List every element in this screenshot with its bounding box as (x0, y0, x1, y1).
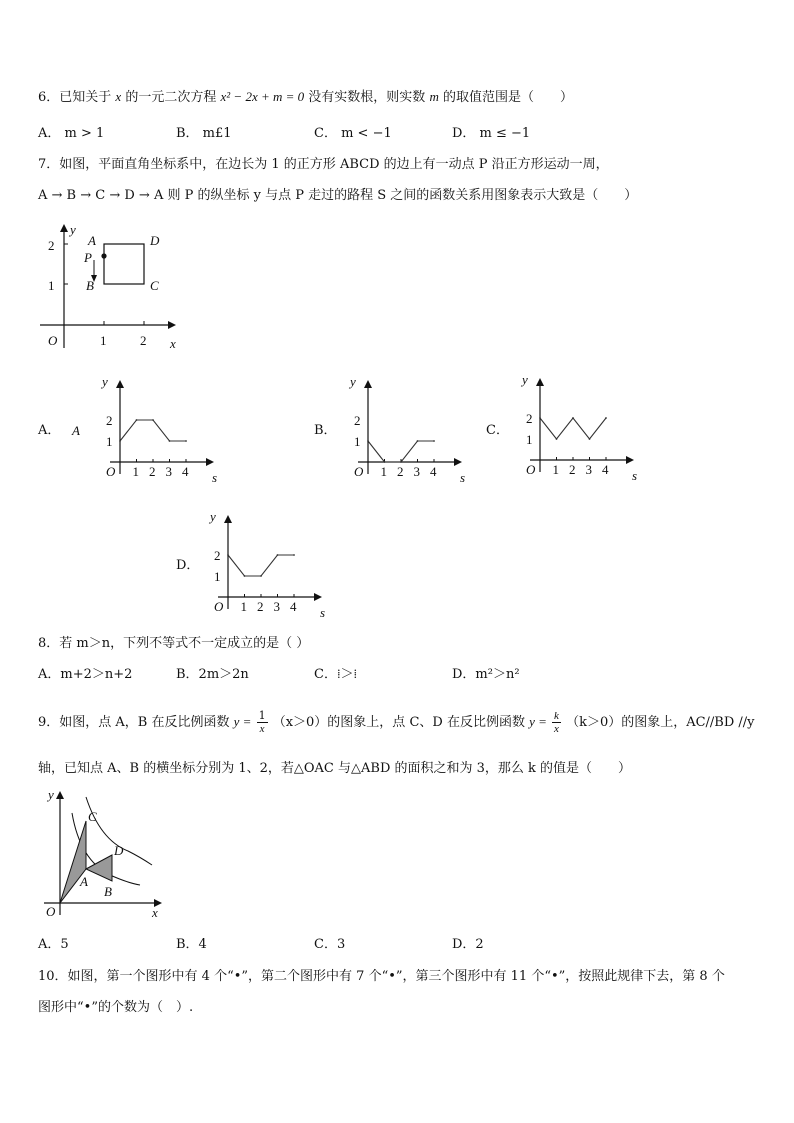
y-axis-arrow (536, 378, 544, 386)
q9-func2-den: x (554, 723, 559, 735)
x-axis-label: s (460, 470, 466, 485)
q7-fig-label-B: B (86, 278, 94, 293)
q7-fig-ytick-2: 2 (48, 238, 55, 253)
q9-func2-lhs: y = (529, 714, 547, 729)
q9-func1-den: x (259, 723, 265, 735)
data-point (605, 417, 607, 419)
x-axis-arrow (626, 456, 634, 464)
q9-text-a: 9．如图，点 A，B 在反比例函数 (38, 715, 230, 730)
data-point (384, 461, 386, 463)
data-point (277, 554, 279, 556)
series-line (368, 441, 434, 462)
q9-fig-D: D (114, 843, 124, 858)
q7-graph-b (340, 370, 475, 490)
x-tick-label: 4 (290, 599, 297, 614)
q7-option-d-label: D． (176, 558, 200, 573)
q9-fig-x: x (152, 905, 158, 920)
q7-fig-origin: O (48, 333, 58, 348)
y-tick-label: 1 (214, 569, 221, 584)
q10-line1: 10．如图，第一个图形中有 4 个“•”，第二个图形中有 7 个“•”，第三个图形中有 11 个“•”，按照此规律下去，第 8 个 (38, 969, 725, 984)
q9-text-b: （x＞0）的图象上，点 C、D 在反比例函数 (272, 715, 525, 730)
data-point (367, 440, 369, 442)
x-tick-label: 3 (585, 462, 592, 477)
q7-square-figure (38, 220, 188, 355)
data-point (185, 440, 187, 442)
y-tick-label: 1 (526, 432, 533, 447)
data-point (293, 554, 295, 556)
x-tick-label: 3 (413, 464, 420, 479)
q9-fig-O: O (46, 904, 56, 919)
q9-func1-lhs: y = (233, 714, 252, 729)
q9-fig-y: y (48, 787, 54, 802)
y-tick-label: 2 (354, 413, 361, 428)
q6-text-d: 的取值范围是（ ） (442, 90, 573, 105)
q6-option-a: A． m > 1 (38, 126, 105, 141)
q9-option-a: A．5 (38, 937, 69, 952)
q8-option-b: B．2m＞2n (176, 667, 249, 682)
x-tick-label: 2 (397, 464, 404, 479)
data-point (433, 440, 435, 442)
q7-fig-y-label: y (70, 222, 76, 237)
q9-option-b: B．4 (176, 937, 207, 952)
q9-option-d: D．2 (452, 937, 484, 952)
y-axis-arrow (364, 380, 372, 388)
data-point (417, 440, 419, 442)
x-tick-label: 3 (165, 464, 172, 479)
q6-stem (38, 88, 573, 107)
q6-option-c: C． m < −1 (314, 126, 392, 141)
q7-graph-d (200, 505, 335, 625)
x-tick-label: 1 (240, 599, 247, 614)
q7-option-c-label: C． (486, 423, 509, 438)
q7-option-a-label: A． (38, 423, 61, 438)
q10-line2: 图形中“•”的个数为（ ）. (38, 1000, 194, 1015)
data-point (572, 417, 574, 419)
q9-stem-line2: 轴，已知点 A、B 的横坐标分别为 1、2，若△OAC 与△ABD 的面积之和为 3，那么 k 的值是（ ） (38, 761, 632, 776)
q8-stem: 8．若 m＞n，下列不等式不一定成立的是（ ） (38, 636, 310, 651)
data-point (227, 554, 229, 556)
q6-text-a: 6．已知关于 (38, 90, 112, 105)
q7-option-b-label: B． (314, 423, 337, 438)
q7-fig-label-D: D (150, 233, 160, 248)
q9-fig-C: C (88, 809, 97, 824)
q8-option-d: D．m²＞n² (452, 667, 520, 682)
data-point (539, 417, 541, 419)
q7-fig-xtick-2: 2 (140, 333, 147, 348)
data-point (244, 575, 246, 577)
q6-text-b: 的一元二次方程 (125, 90, 217, 105)
q7-fig-xtick-1: 1 (100, 333, 107, 348)
q8-option-a: A．m+2＞n+2 (38, 667, 133, 682)
q6-text-c: 没有实数根，则实数 (308, 90, 426, 105)
x-tick-label: 2 (149, 464, 156, 479)
x-tick-label: 3 (273, 599, 280, 614)
origin-label: O (354, 464, 364, 479)
q9-fig-A: A (80, 874, 88, 889)
q7-fig-x-label: x (170, 336, 176, 351)
y-axis-arrow (116, 380, 124, 388)
q9-figure (40, 785, 170, 920)
origin-label: O (214, 599, 224, 614)
x-axis-label: s (632, 468, 638, 483)
q6-var-m: m (429, 89, 439, 104)
x-axis-arrow (454, 458, 462, 466)
x-axis-arrow (206, 458, 214, 466)
data-point (556, 438, 558, 440)
y-tick-label: 1 (354, 434, 361, 449)
q9-text-c: （k＞0）的图象上，AC//BD //y (566, 715, 755, 730)
q9-stem-line1 (38, 710, 755, 735)
series-line (228, 555, 294, 576)
x-tick-label: 4 (182, 464, 189, 479)
q7-fig-label-C: C (150, 278, 159, 293)
y-tick-label: 2 (106, 413, 113, 428)
x-axis-label: s (212, 470, 218, 485)
y-axis-label: y (522, 372, 528, 387)
q6-option-b: B． m£1 (176, 126, 232, 141)
q9-func1-fraction (257, 710, 268, 735)
q7-graph-a (92, 370, 227, 490)
q9-option-c: C．3 (314, 937, 346, 952)
q6-option-d: D． m ≤ −1 (452, 126, 531, 141)
q7-option-a-extra: A (72, 423, 80, 438)
q8-option-c: C．⁞＞⁞ (314, 667, 358, 682)
origin-label: O (106, 464, 116, 479)
x-tick-label: 1 (380, 464, 387, 479)
q9-func2-num: k (554, 710, 559, 722)
y-tick-label: 2 (526, 411, 533, 426)
data-point (152, 419, 154, 421)
x-tick-label: 4 (430, 464, 437, 479)
data-point (169, 440, 171, 442)
data-point (136, 419, 138, 421)
q7-fig-ytick-1: 1 (48, 278, 55, 293)
x-tick-label: 1 (552, 462, 559, 477)
y-axis-label: y (102, 374, 108, 389)
x-tick-label: 1 (132, 464, 139, 479)
y-tick-label: 2 (214, 548, 221, 563)
x-axis-label: s (320, 605, 326, 620)
series-line (120, 420, 186, 441)
q7-fig-label-P: P (84, 250, 92, 265)
data-point (119, 440, 121, 442)
q7-line2: A → B → C → D → A 则 P 的纵坐标 y 与点 P 走过的路程 S 之间的函数关系用图象表示大致是（ ） (38, 188, 638, 203)
x-tick-label: 2 (569, 462, 576, 477)
q7-line1: 7．如图，平面直角坐标系中，在边长为 1 的正方形 ABCD 的边上有一动点 P 沿正方形运动一周， (38, 157, 609, 172)
q7-fig-label-A: A (88, 233, 96, 248)
origin-label: O (526, 462, 536, 477)
q9-func1-num: 1 (258, 709, 266, 722)
q6-var-x: x (115, 89, 122, 104)
x-tick-label: 2 (257, 599, 264, 614)
y-axis-label: y (350, 374, 356, 389)
q7-graph-c (512, 368, 647, 488)
x-tick-label: 4 (602, 462, 609, 477)
data-point (260, 575, 262, 577)
y-tick-label: 1 (106, 434, 113, 449)
data-point (400, 461, 402, 463)
q6-equation: x² − 2x + m = 0 (220, 89, 305, 104)
y-axis-arrow (224, 515, 232, 523)
y-axis-label: y (210, 509, 216, 524)
series-line (540, 418, 606, 439)
x-axis-arrow (314, 593, 322, 601)
q9-fig-B: B (104, 884, 112, 899)
data-point (589, 438, 591, 440)
q9-func2-fraction (552, 710, 561, 735)
